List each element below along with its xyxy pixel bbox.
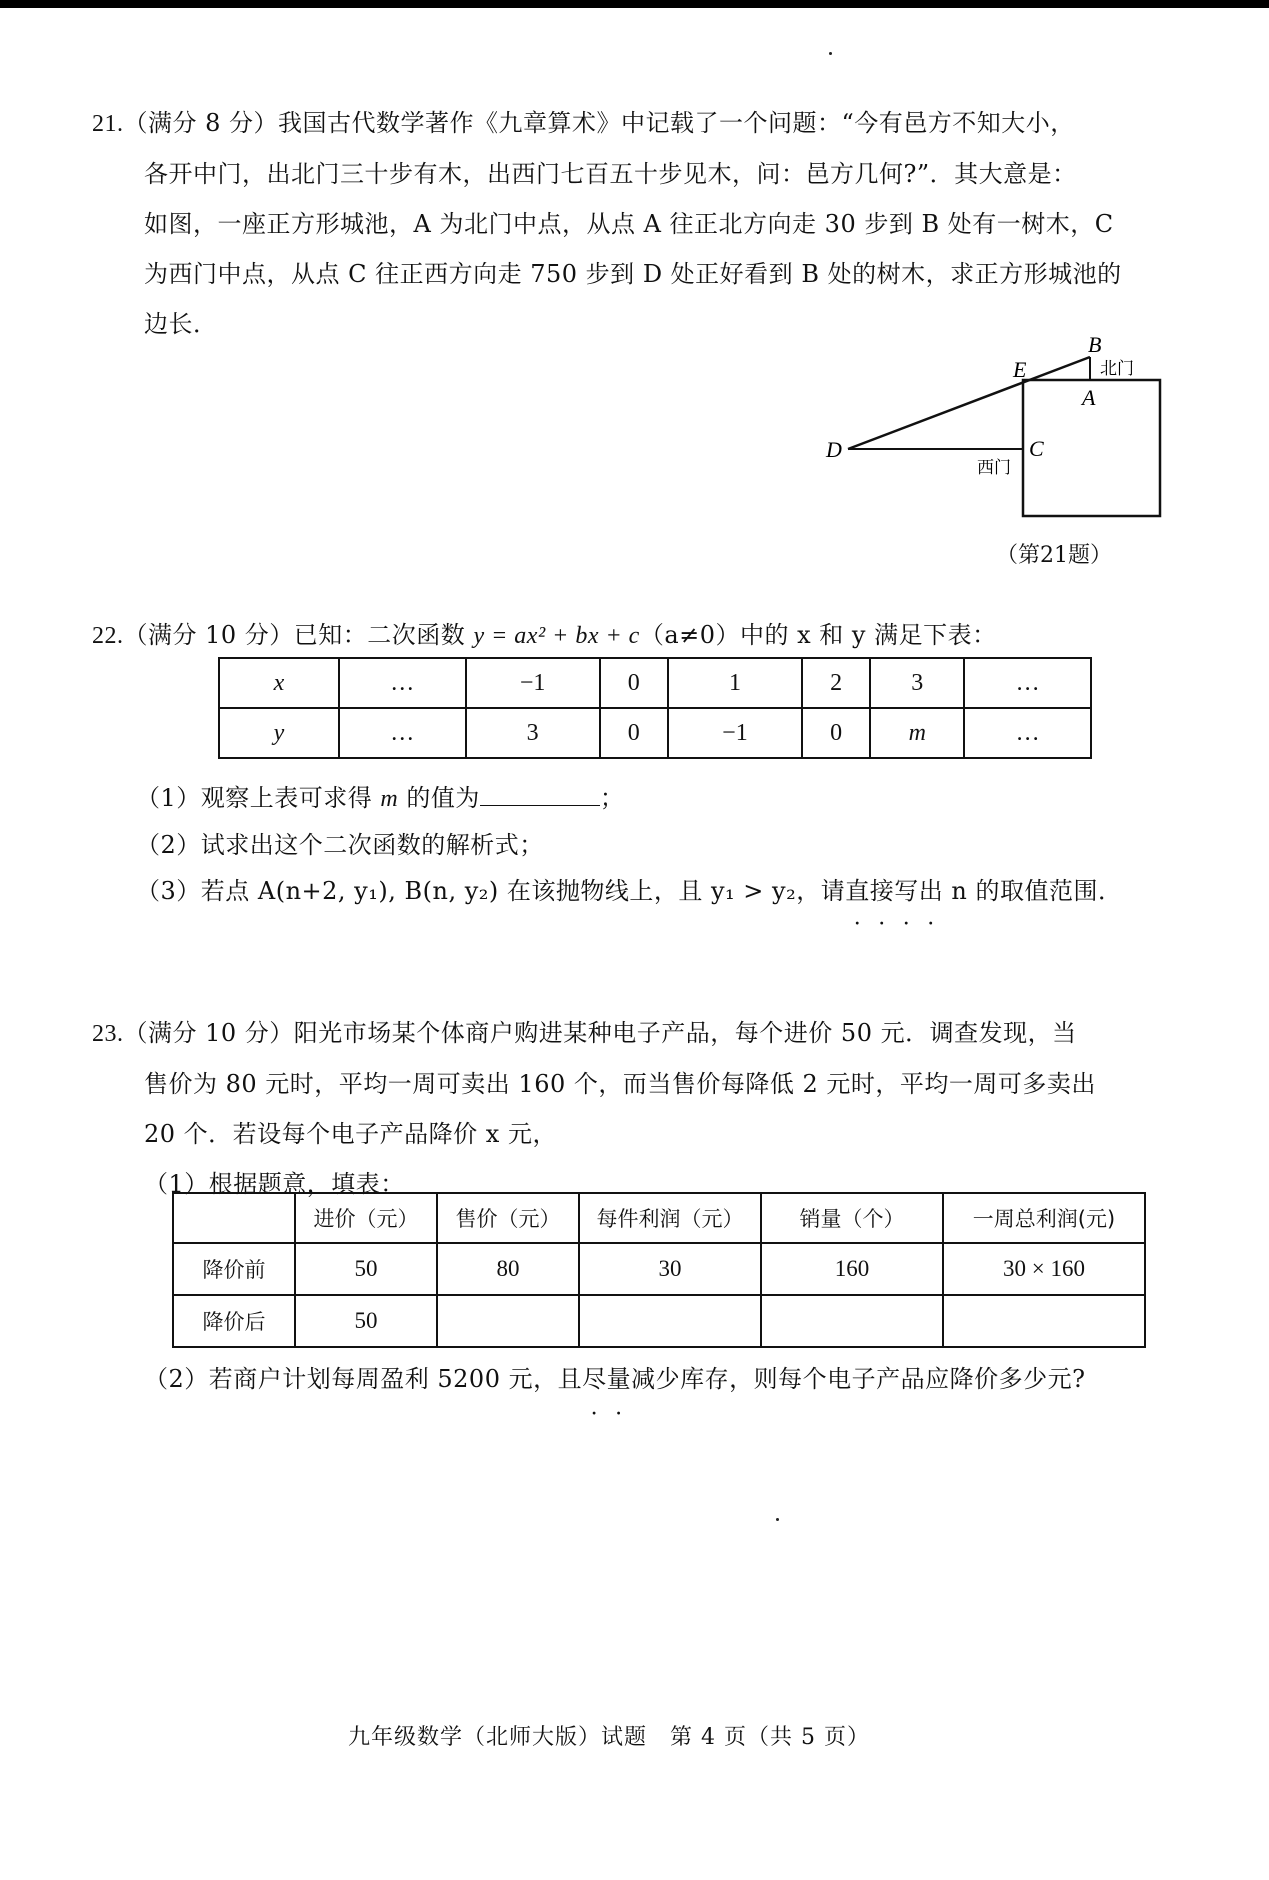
q23-line-2: 售价为 80 元时，平均一周可卖出 160 个，而当售价每降低 2 元时，平均一周可多卖出 <box>144 1070 1096 1098</box>
y-row <box>219 708 1091 758</box>
table-cell: 50 <box>295 1243 437 1295</box>
label-B: B <box>1088 332 1102 357</box>
table-header <box>173 1193 295 1243</box>
q21-line-1 <box>92 98 1172 149</box>
q23-sub2-line <box>144 1354 1184 1404</box>
q21-line-2: 各开中门，出北门三十步有木，出西门七百五十步见木，问：邑方几何?”．其大意是： <box>144 160 1077 188</box>
q22-sub3-text: （3）若点 A(n+2, y₁), B(n, y₂) 在该抛物线上，且 y₁ > y₂，请 <box>136 877 846 905</box>
table-cell: 80 <box>437 1243 579 1295</box>
table-row-before <box>173 1243 1145 1295</box>
table-cell <box>219 658 339 708</box>
emphasis-char: 尽 <box>582 1365 607 1393</box>
emphasis-char: 直 <box>845 877 870 905</box>
table-header: 进价（元） <box>295 1193 437 1243</box>
table-cell: 2 <box>802 658 870 708</box>
m-value: m <box>908 719 926 746</box>
line-DB <box>848 357 1090 449</box>
figure-21-caption: （第21题） <box>996 543 1112 568</box>
q23-sub2-text: 减少库存，则每个电子产品应降价多少元? <box>631 1365 1086 1393</box>
q22-text: 中的 x 和 y 满足下表： <box>740 621 997 649</box>
table-cell: … <box>339 658 466 708</box>
table-cell: 0 <box>600 658 668 708</box>
scan-top-border <box>0 0 1269 8</box>
label-C: C <box>1029 436 1044 461</box>
emphasis-char: 写 <box>894 877 919 905</box>
table-row-after <box>173 1295 1145 1347</box>
q23-text: （满分 10 分）阳光市场某个体商户购进某种电子产品，每个进价 50 元．调查发现，当 <box>123 1019 1077 1047</box>
header-row <box>173 1193 1145 1243</box>
q22-sub1-text: 的值为 <box>398 784 480 812</box>
emphasis-char: 出 <box>918 877 944 905</box>
table-cell: … <box>339 708 466 758</box>
q23-sub-1: （1）根据题意，填表： <box>144 1170 405 1198</box>
q21-text: （满分 8 分）我国古代数学著作《九章算术》中记载了一个问题：“今有邑方不知大小， <box>123 109 1075 137</box>
q23-line-3: 20 个．若设每个电子产品降价 x 元， <box>144 1120 557 1148</box>
q21-line-5: 边长． <box>144 310 218 338</box>
table-cell: … <box>964 658 1091 708</box>
label-D: D <box>826 437 842 462</box>
q22-subquestions <box>136 775 1176 914</box>
answer-cell[interactable] <box>943 1295 1145 1347</box>
table-header: 售价（元） <box>437 1193 579 1243</box>
question-22 <box>92 610 1172 661</box>
table-cell: 3 <box>466 708 600 758</box>
table-cell <box>219 708 339 758</box>
answer-blank[interactable] <box>480 783 600 806</box>
table-cell <box>870 708 964 758</box>
answer-cell[interactable] <box>437 1295 579 1347</box>
table-cell: 0 <box>802 708 870 758</box>
x-label: x <box>273 669 285 696</box>
figure-21 <box>820 330 1180 530</box>
table-cell: −1 <box>466 658 600 708</box>
row-label: 降价后 <box>173 1295 295 1347</box>
q22-sub3-text: n 的取值范围． <box>943 877 1123 905</box>
emphasis-char: 接 <box>869 877 895 905</box>
answer-cell[interactable] <box>761 1295 943 1347</box>
question-number: 21. <box>92 111 124 137</box>
q22-sub-2: （2）试求出这个二次函数的解析式； <box>136 831 544 859</box>
row-label: 降价前 <box>173 1243 295 1295</box>
label-E: E <box>1013 357 1027 382</box>
q22-sub-3 <box>136 868 1176 914</box>
q23-profit-table <box>172 1192 1146 1348</box>
question-number: 22. <box>92 623 124 649</box>
q22-sub-1 <box>136 775 1176 822</box>
question-number: 23. <box>92 1021 124 1047</box>
page-footer: 九年级数学（北师大版）试题 第 4 页（共 5 页） <box>348 1725 870 1750</box>
emphasis-char: 量 <box>606 1365 632 1393</box>
table-cell: 30 × 160 <box>943 1243 1145 1295</box>
table-cell: 30 <box>579 1243 761 1295</box>
q22-condition: （a≠0） <box>639 621 741 649</box>
q22-text: （满分 10 分）已知：二次函数 <box>123 621 474 649</box>
question-23 <box>92 1008 1172 1209</box>
table-header: 销量（个） <box>761 1193 943 1243</box>
q21-line-4: 为西门中点，从点 C 往正西方向走 750 步到 D 处正好看到 B 处的树木，求正方形城池的 <box>144 260 1122 288</box>
label-west-gate: 西门 <box>977 458 1011 478</box>
answer-cell[interactable] <box>579 1295 761 1347</box>
label-north-gate: 北门 <box>1100 359 1134 379</box>
y-label: y <box>273 719 285 746</box>
q22-formula: y = ax² + bx + c <box>473 623 640 649</box>
q22-sub1-end: ； <box>599 784 625 812</box>
table-cell: 1 <box>668 658 802 708</box>
q22-sub1-text: （1）观察上表可求得 <box>136 784 381 812</box>
x-row <box>219 658 1091 708</box>
q21-line-3: 如图，一座正方形城池，A 为北门中点，从点 A 往正北方向走 30 步到 B 处有一树木，C <box>144 210 1114 238</box>
label-A: A <box>1082 385 1096 410</box>
table-cell: 50 <box>295 1295 437 1347</box>
question-21 <box>92 98 1172 349</box>
scan-speck <box>829 52 832 55</box>
q22-xy-table <box>218 657 1092 759</box>
q22-line-1 <box>92 610 1172 661</box>
q23-line-1 <box>92 1008 1172 1059</box>
table-header: 每件利润（元） <box>579 1193 761 1243</box>
q23-sub-2 <box>144 1354 1184 1404</box>
table-cell: 160 <box>761 1243 943 1295</box>
scan-speck <box>776 1518 779 1521</box>
table-cell: … <box>964 708 1091 758</box>
table-cell: 0 <box>600 708 668 758</box>
table-header: 一周总利润(元) <box>943 1193 1145 1243</box>
table-cell: 3 <box>870 658 964 708</box>
table-cell: −1 <box>668 708 802 758</box>
q23-sub2-text: （2）若商户计划每周盈利 5200 元，且 <box>144 1365 583 1393</box>
q22-sub1-var: m <box>380 786 399 812</box>
